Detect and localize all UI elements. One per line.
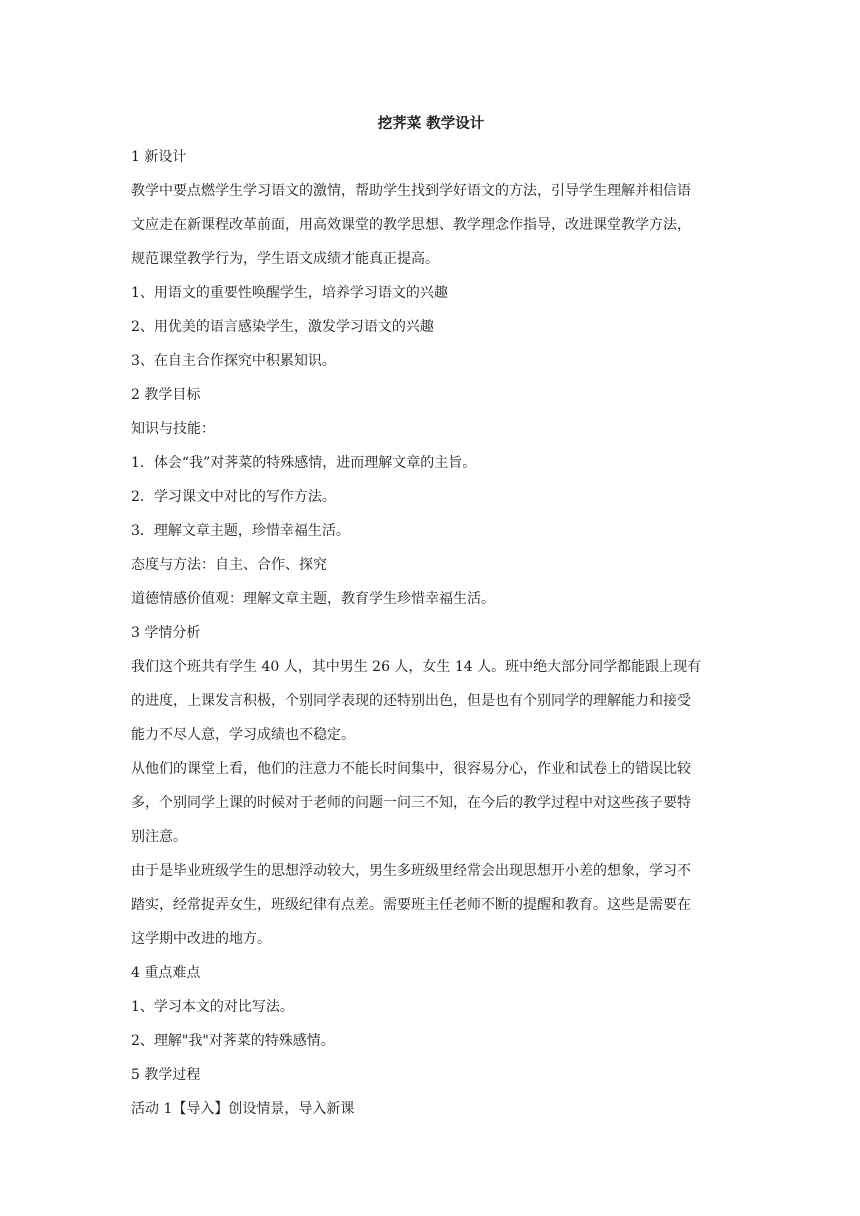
paragraph-line: 别注意。 bbox=[131, 829, 187, 845]
paragraph-line: 踏实，经常捉弄女生，班级纪律有点差。需要班主任老师不断的提醒和教育。这些是需要在 bbox=[131, 897, 691, 913]
list-item: 2、用优美的语言感染学生，激发学习语文的兴趣 bbox=[131, 319, 434, 335]
document-body bbox=[131, 108, 731, 1126]
list-item: 3．理解文章主题，珍惜幸福生活。 bbox=[131, 523, 350, 539]
paragraph-line: 能力不尽人意，学习成绩也不稳定。 bbox=[131, 727, 355, 743]
section-heading-key-points: 4 重点难点 bbox=[131, 965, 201, 981]
list-item: 1、用语文的重要性唤醒学生，培养学习语文的兴趣 bbox=[131, 285, 448, 301]
paragraph-line: 道德情感价值观：理解文章主题，教育学生珍惜幸福生活。 bbox=[131, 591, 495, 607]
list-item: 2．学习课文中对比的写作方法。 bbox=[131, 489, 336, 505]
paragraph-line: 态度与方法：自主、合作、探究 bbox=[131, 557, 327, 573]
list-item: 1．体会“我”对荠菜的特殊感情，进而理解文章的主旨。 bbox=[131, 455, 477, 471]
paragraph-line: 由于是毕业班级学生的思想浮动较大，男生多班级里经常会出现思想开小差的想象，学习不 bbox=[131, 863, 691, 879]
paragraph-line: 多，个别同学上课的时候对于老师的问题一问三不知，在今后的教学过程中对这些孩子要特 bbox=[131, 795, 691, 811]
document-title: 挖荠菜 教学设计 bbox=[377, 115, 485, 132]
section-heading-teaching-process: 5 教学过程 bbox=[131, 1067, 201, 1083]
activity-line: 活动 1【导入】创设情景，导入新课 bbox=[131, 1101, 355, 1117]
section-heading-student-analysis: 3 学情分析 bbox=[131, 625, 201, 641]
section-heading-new-design: 1 新设计 bbox=[131, 149, 187, 165]
paragraph-line: 文应走在新课程改革前面，用高效课堂的教学思想、教学理念作指导，改进课堂教学方法， bbox=[131, 217, 691, 233]
list-item: 3、在自主合作探究中积累知识。 bbox=[131, 353, 336, 369]
paragraph-line: 的进度，上课发言积极，个别同学表现的还特别出色，但是也有个别同学的理解能力和接受 bbox=[131, 693, 691, 709]
list-item: 1、学习本文的对比写法。 bbox=[131, 999, 294, 1015]
paragraph-line: 这学期中改进的地方。 bbox=[131, 931, 271, 947]
paragraph-line: 我们这个班共有学生 40 人，其中男生 26 人，女生 14 人。班中绝大部分同学都能跟上现有 bbox=[131, 659, 702, 675]
paragraph-line: 教学中要点燃学生学习语文的激情，帮助学生找到学好语文的方法，引导学生理解并相信语 bbox=[131, 183, 691, 199]
section-heading-teaching-goals: 2 教学目标 bbox=[131, 387, 201, 403]
paragraph-line: 从他们的课堂上看，他们的注意力不能长时间集中，很容易分心，作业和试卷上的错误比较 bbox=[131, 761, 691, 777]
list-item: 2、理解"我"对荠菜的特殊感情。 bbox=[131, 1033, 335, 1049]
subheading-knowledge-skills: 知识与技能： bbox=[131, 421, 215, 437]
paragraph-line: 规范课堂教学行为，学生语文成绩才能真正提高。 bbox=[131, 251, 439, 267]
